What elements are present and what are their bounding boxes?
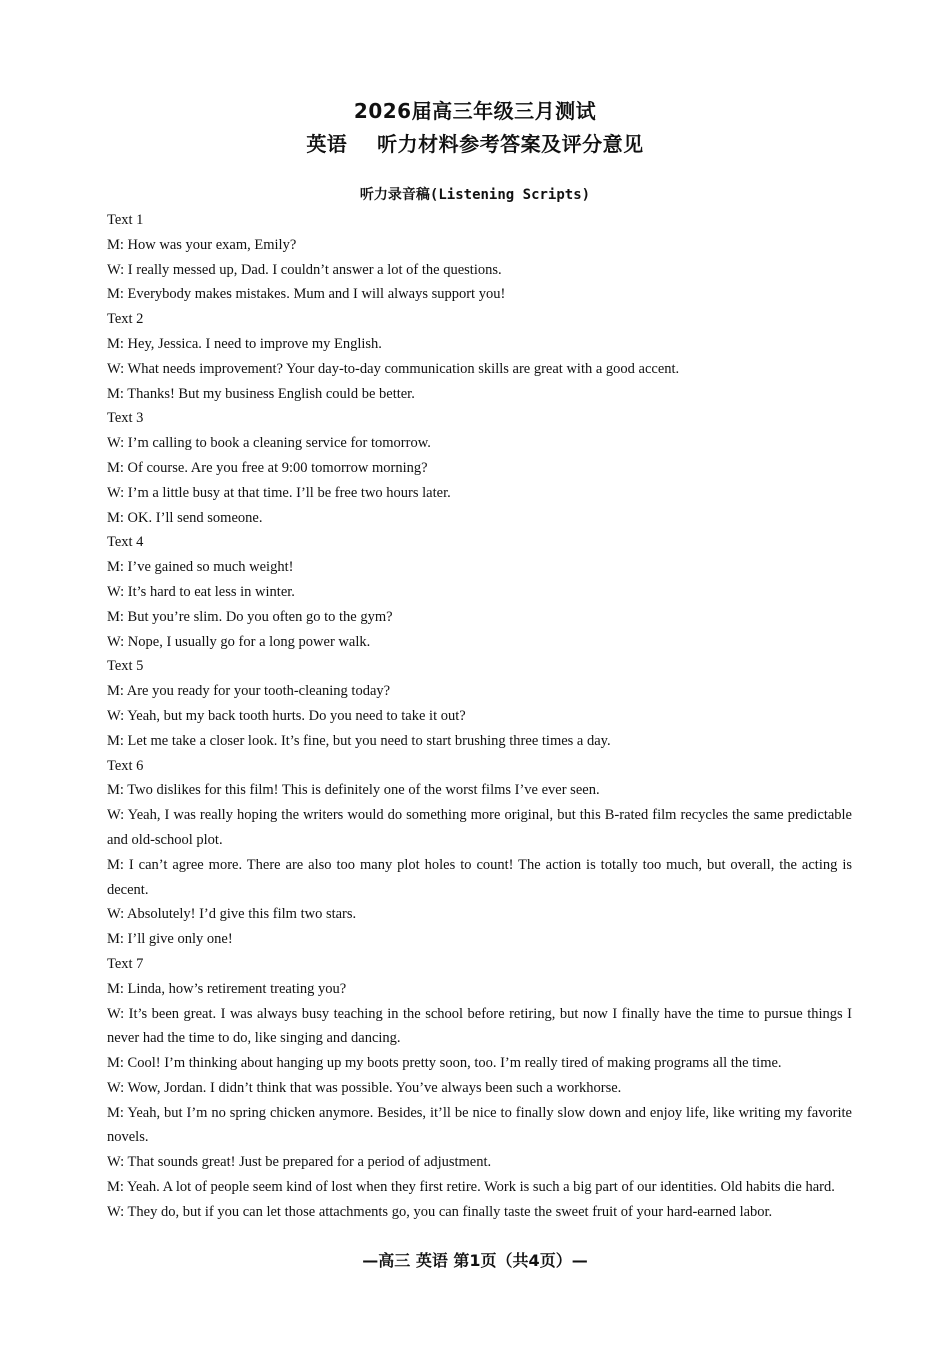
dialogue-line: M: But you’re slim. Do you often go to the gym? <box>107 608 393 625</box>
dialogue-line: W: I’m calling to book a cleaning service for tomorrow. <box>107 435 431 452</box>
dialogue-line: W: It’s hard to eat less in winter. <box>107 583 295 600</box>
dialogue-line: W: What needs improvement? Your day-to-day communication skills are great with a good accent. <box>107 360 680 377</box>
dialogue-line: M: Thanks! But my business English could be better. <box>107 385 415 402</box>
dialogue-line: M: I’ll give only one! <box>107 931 233 948</box>
dialogue-line: M: OK. I’ll send someone. <box>107 509 263 526</box>
dialogue-line: W: It’s been great. I was always busy teaching in the school before retiring, but now I finally have the time to pursue things I never had the time to do, like singing and dancing. <box>107 1005 852 1047</box>
dialogue-line: W: Absolutely! I’d give this film two stars. <box>107 906 357 923</box>
dialogue-line: M: Linda, how’s retirement treating you? <box>107 980 347 997</box>
dialogue-line: M: Two dislikes for this film! This is definitely one of the worst films I’ve ever seen. <box>107 782 600 799</box>
dialogue-line: W: That sounds great! Just be prepared for a period of adjustment. <box>107 1154 492 1171</box>
exam-title: 2026届高三年级三月测试 <box>353 99 597 123</box>
document-subtitle: 英语 听力材料参考答案及评分意见 <box>306 132 644 156</box>
dialogue-line: W: I really messed up, Dad. I couldn’t answer a lot of the questions. <box>107 261 502 278</box>
dialogue-line: M: How was your exam, Emily? <box>107 236 297 253</box>
text-heading: Text 1 <box>107 212 144 228</box>
text-heading: Text 2 <box>107 311 144 328</box>
dialogue-line: M: Yeah, but I’m no spring chicken anymore. Besides, it’ll be nice to finally slow down and enjoy life, like writing my favorite novels. <box>107 1104 852 1146</box>
dialogue-line: W: Yeah, but my back tooth hurts. Do you need to take it out? <box>107 707 466 724</box>
text-heading: Text 6 <box>107 757 144 774</box>
dialogue-line: M: Yeah. A lot of people seem kind of lost when they first retire. Work is such a big part of our identities. Old habits die hard. <box>107 1179 835 1196</box>
dialogue-line: W: They do, but if you can let those attachments go, you can finally taste the sweet fruit of your hard-earned labor. <box>107 1203 773 1220</box>
text-heading: Text 5 <box>107 658 144 675</box>
dialogue-line: M: Of course. Are you free at 9:00 tomorrow morning? <box>107 459 428 476</box>
dialogue-line: W: Nope, I usually go for a long power walk. <box>107 633 371 650</box>
text-heading: Text 3 <box>107 410 144 427</box>
section-title: 听力录音稿(Listening Scripts) <box>359 187 591 203</box>
text-heading: Text 4 <box>107 534 144 551</box>
dialogue-line: M: Cool! I’m thinking about hanging up my boots pretty soon, too. I’m really tired of making programs all the time. <box>107 1055 782 1072</box>
text-heading: Text 7 <box>107 955 144 972</box>
dialogue-line: W: Yeah, I was really hoping the writers would do something more original, but this B-rated film recycles the same predictable and old-school plot. <box>107 807 852 848</box>
dialogue-line: M: I’ve gained so much weight! <box>107 559 294 576</box>
dialogue-line: M: Let me take a closer look. It’s fine, but you need to start brushing three times a day. <box>107 732 611 749</box>
dialogue-line: W: I’m a little busy at that time. I’ll be free two hours later. <box>107 484 451 501</box>
dialogue-line: W: Wow, Jordan. I didn’t think that was possible. You’ve always been such a workhorse. <box>107 1079 622 1096</box>
dialogue-line: M: Hey, Jessica. I need to improve my English. <box>107 335 382 352</box>
dialogue-line: M: I can’t agree more. There are also too many plot holes to count! The action is totally too much, but overall, the acting is decent. <box>107 856 852 898</box>
dialogue-line: M: Are you ready for your tooth-cleaning today? <box>107 683 391 700</box>
dialogue-line: M: Everybody makes mistakes. Mum and I will always support you! <box>107 286 506 303</box>
page-footer: —高三 英语 第1页（共4页）— <box>362 1251 588 1270</box>
script-body <box>107 208 852 1225</box>
